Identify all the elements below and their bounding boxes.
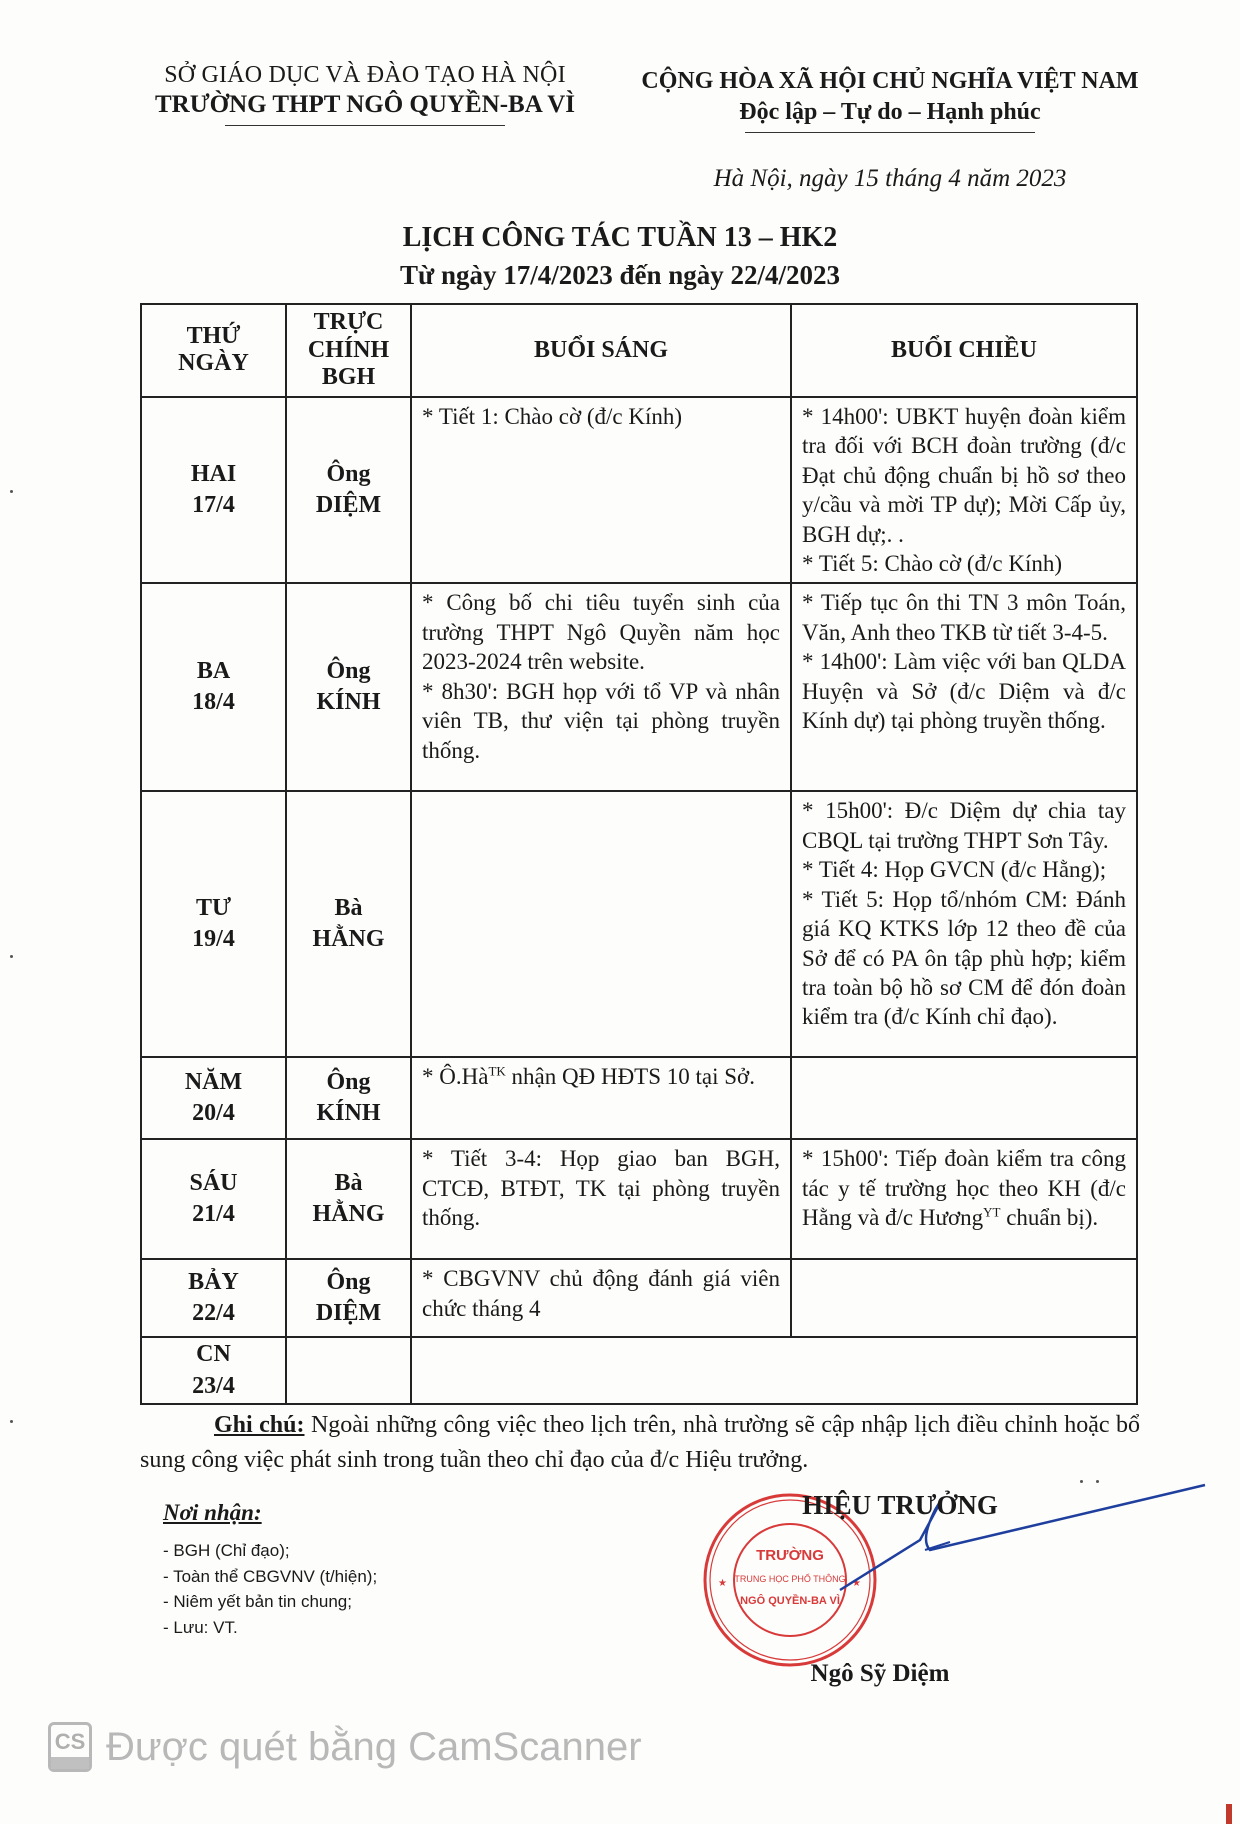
morning-cell	[411, 397, 791, 584]
header-morning: BUỔI SÁNG	[411, 304, 791, 397]
scan-speck	[1080, 1480, 1083, 1483]
sunday-cell	[411, 1337, 1137, 1403]
duty-name: DIỆM	[315, 492, 382, 519]
morning-cell	[411, 1057, 791, 1139]
schedule-item: * Tiết 1: Chào cờ (đ/c Kính)	[422, 403, 683, 429]
day-name: BA	[196, 658, 231, 685]
afternoon-cell	[791, 583, 1137, 791]
day-cell	[141, 1337, 286, 1403]
svg-text:TRUNG HỌC PHỔ THÔNG: TRUNG HỌC PHỔ THÔNG	[734, 1574, 846, 1584]
schedule-item: * 15h00': Tiếp đoàn kiểm tra công tác y tế trường học theo KH (đ/c Hằng và đ/c Hương	[802, 1146, 1126, 1231]
schedule-item: * Ô.Hà	[422, 1064, 489, 1090]
divider	[745, 132, 1035, 133]
duty-title: Ông	[326, 460, 371, 487]
day-date: 23/4	[192, 1372, 235, 1399]
duty-name: HẰNG	[312, 926, 385, 953]
day-date: 18/4	[192, 689, 235, 716]
header-day-line1: THỨ	[186, 322, 241, 349]
schedule-item: * CBGVNV chủ động đánh giá viên chức tháng 4	[422, 1266, 780, 1321]
afternoon-cell	[791, 1259, 1137, 1337]
afternoon-cell	[791, 1139, 1137, 1259]
day-cell	[141, 791, 286, 1057]
recipient-item: - Toàn thể CBGVNV (t/hiện);	[163, 1566, 378, 1586]
morning-cell	[411, 791, 791, 1057]
superscript: YT	[983, 1204, 1001, 1220]
issuer-block	[120, 62, 610, 126]
recipients-heading: Nơi nhận:	[163, 1500, 262, 1525]
duty-title: Bà	[334, 1170, 363, 1197]
morning-cell	[411, 1139, 791, 1259]
table-row	[141, 791, 1137, 1057]
svg-text:TRƯỜNG: TRƯỜNG	[756, 1547, 824, 1564]
recipients-block	[163, 1500, 583, 1640]
table-row	[141, 1337, 1137, 1403]
duty-cell	[286, 791, 411, 1057]
day-name: CN	[196, 1341, 231, 1368]
schedule-table	[140, 303, 1138, 1405]
day-date: 22/4	[192, 1300, 235, 1327]
schedule-item-cont: chuẩn bị).	[1000, 1205, 1099, 1231]
header-duty	[286, 304, 411, 397]
afternoon-cell	[791, 397, 1137, 584]
document-date: Hà Nội, ngày 15 tháng 4 năm 2023	[713, 165, 1067, 192]
scan-edge-mark	[1226, 1804, 1232, 1824]
duty-cell	[286, 1057, 411, 1139]
schedule-item: * Tiếp tục ôn thi TN 3 môn Toán, Văn, Anh theo TKB từ tiết 3-4-5.	[802, 590, 1126, 645]
scan-speck	[10, 1420, 13, 1423]
scan-speck	[1096, 1480, 1099, 1483]
table-row	[141, 1139, 1137, 1259]
recipient-item: - Lưu: VT.	[163, 1617, 238, 1637]
day-name: HAI	[190, 460, 237, 487]
morning-cell	[411, 1259, 791, 1337]
svg-text:★: ★	[852, 1578, 861, 1589]
day-cell	[141, 397, 286, 584]
duty-name: HẰNG	[312, 1201, 385, 1228]
duty-title: Ông	[326, 1069, 371, 1096]
scan-speck	[10, 955, 13, 958]
watermark-text: Được quét bằng CamScanner	[106, 1724, 642, 1769]
schedule-item: * Tiết 5: Chào cờ (đ/c Kính)	[802, 550, 1063, 576]
department-name: SỞ GIÁO DỤC VÀ ĐÀO TẠO HÀ NỘI	[164, 62, 566, 88]
afternoon-cell	[791, 1057, 1137, 1139]
schedule-item: * 15h00': Đ/c Diệm dự chia tay CBQL tại trường THPT Sơn Tây.	[802, 798, 1126, 853]
day-cell	[141, 1259, 286, 1337]
day-cell	[141, 1139, 286, 1259]
duty-cell	[286, 1259, 411, 1337]
signer-title: HIỆU TRƯỞNG	[802, 1490, 998, 1520]
schedule-item: * 14h00': UBKT huyện đoàn kiểm tra đối với BCH đoàn trường (đ/c Đạt chủ động chuẩn bị hồ sơ theo y/cầu và mời TP dự); Mời Cấp ủy, BGH dự;. .	[802, 403, 1126, 547]
duty-cell	[286, 1337, 411, 1403]
duty-title: Ông	[326, 1269, 371, 1296]
header-duty-line1: TRỰC	[313, 309, 384, 335]
morning-cell	[411, 583, 791, 791]
schedule-item: * Tiết 5: Họp tổ/nhóm CM: Đánh giá KQ KTKS lớp 12 theo đề của Sở để có PA ôn tập phù hợp; kiểm tra toàn bộ hồ sơ CM để đón đoàn kiểm tra (đ/c Kính chỉ đạo).	[802, 886, 1126, 1030]
schedule-item: * Tiết 4: Họp GVCN (đ/c Hằng);	[802, 857, 1107, 883]
duty-name: DIỆM	[315, 1300, 382, 1327]
schedule-item: * Tiết 3-4: Họp giao ban BGH, CTCĐ, BTĐT, TK tại phòng truyền thống.	[422, 1146, 780, 1231]
note-label: Ghi chú:	[214, 1412, 305, 1438]
table-row	[141, 1259, 1137, 1337]
day-date: 17/4	[192, 492, 235, 519]
table-header-row	[141, 304, 1137, 397]
header-duty-line2: CHÍNH	[307, 336, 390, 363]
signer-name: Ngô Sỹ Diệm	[810, 1660, 950, 1687]
day-name: NĂM	[184, 1069, 243, 1096]
day-date: 21/4	[192, 1201, 235, 1228]
recipient-item: - BGH (Chỉ đạo);	[163, 1541, 290, 1560]
document-subtitle: Từ ngày 17/4/2023 đến ngày 22/4/2023	[399, 260, 840, 290]
motto: Độc lập – Tự do – Hạnh phúc	[739, 99, 1041, 125]
schedule-item-cont: nhận QĐ HĐTS 10 tại Sở.	[505, 1064, 755, 1090]
duty-name: KÍNH	[316, 1100, 381, 1127]
country-name: CỘNG HÒA XÃ HỘI CHỦ NGHĨA VIỆT NAM	[641, 68, 1139, 94]
table-row	[141, 1057, 1137, 1139]
national-motto-block	[620, 68, 1160, 133]
day-name: SÁU	[189, 1170, 238, 1197]
duty-title: Bà	[334, 895, 363, 922]
schedule-item: * Công bố chi tiêu tuyển sinh của trường THPT Ngô Quyền năm học 2023-2024 trên website.	[422, 590, 780, 675]
camscanner-watermark	[48, 1722, 642, 1772]
day-cell	[141, 583, 286, 791]
duty-cell	[286, 1139, 411, 1259]
header-afternoon: BUỔI CHIỀU	[791, 304, 1137, 397]
table-row	[141, 397, 1137, 584]
header-day	[141, 304, 286, 397]
header-duty-line3: BGH	[321, 364, 376, 391]
camscanner-logo-icon: CS	[48, 1722, 92, 1772]
document-title: LỊCH CÔNG TÁC TUẦN 13 – HK2	[402, 222, 838, 253]
table-row	[141, 583, 1137, 791]
note-text: Ngoài những công việc theo lịch trên, nhà trường sẽ cập nhập lịch điều chỉnh hoặc bổ sung công việc phát sinh trong tuần theo chỉ đạo của đ/c Hiệu trưởng.	[140, 1412, 1140, 1473]
scan-speck	[10, 490, 13, 493]
duty-cell	[286, 397, 411, 584]
divider	[225, 125, 505, 126]
recipient-item: - Niêm yết bản tin chung;	[163, 1592, 352, 1611]
day-name: TƯ	[195, 895, 232, 922]
duty-cell	[286, 583, 411, 791]
superscript: TK	[488, 1063, 506, 1079]
schedule-item: * 8h30': BGH họp với tổ VP và nhân viên TB, thư viện tại phòng truyền thống.	[422, 678, 780, 763]
svg-text:★: ★	[718, 1578, 727, 1589]
header-day-line2: NGÀY	[178, 350, 249, 377]
svg-text:NGÔ QUYỀN-BA VÌ: NGÔ QUYỀN-BA VÌ	[740, 1595, 840, 1607]
day-date: 19/4	[192, 926, 235, 953]
duty-name: KÍNH	[316, 689, 381, 716]
duty-title: Ông	[326, 658, 371, 685]
note-paragraph	[140, 1408, 1140, 1478]
day-name: BẢY	[188, 1269, 239, 1296]
school-name: TRƯỜNG THPT NGÔ QUYỀN-BA VÌ	[155, 91, 575, 118]
schedule-item: * 14h00': Làm việc với ban QLDA Huyện và Sở (đ/c Diệm và đ/c Kính dự) tại phòng truyền thống.	[802, 649, 1126, 734]
day-cell	[141, 1057, 286, 1139]
day-date: 20/4	[192, 1100, 235, 1127]
afternoon-cell	[791, 791, 1137, 1057]
